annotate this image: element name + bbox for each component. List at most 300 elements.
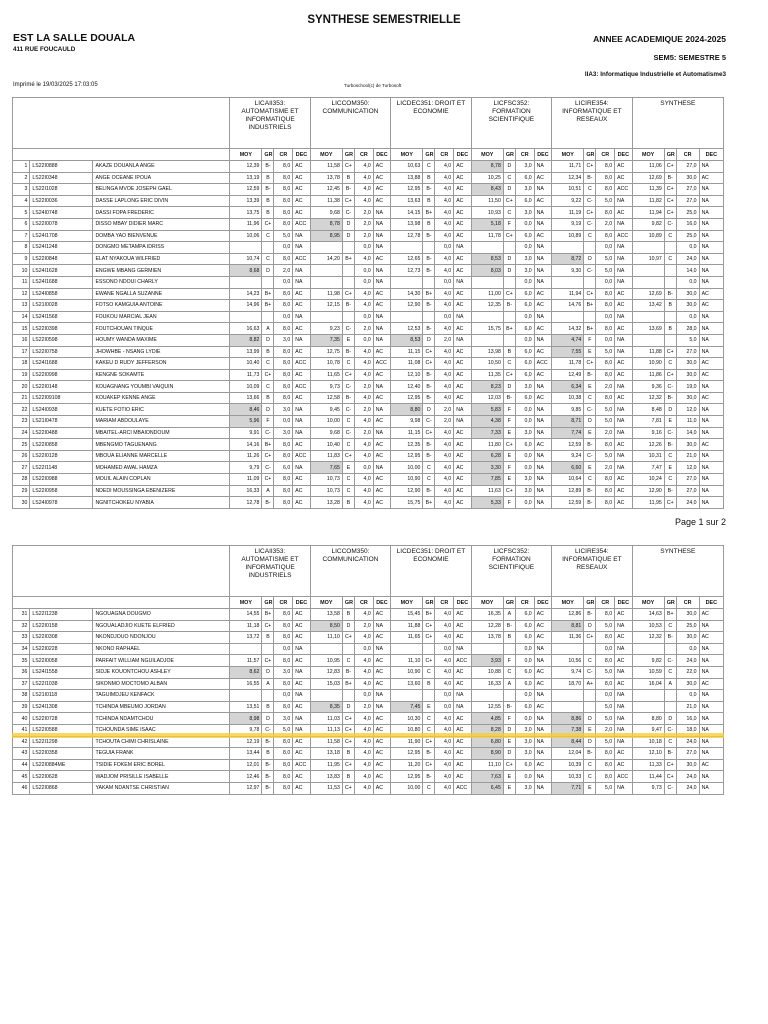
cell-gr: D (342, 620, 354, 632)
cell-dec: NA (373, 323, 390, 335)
cell-dec: NA (373, 334, 390, 346)
cell-moy: 10,90 (391, 474, 423, 486)
cell-dec: NA (534, 736, 551, 748)
cell-moy: 12,45 (310, 184, 342, 196)
subheader-moy: MOY (632, 597, 664, 609)
cell-gr: F (503, 497, 515, 509)
cell-gr: C (584, 184, 596, 196)
cell-gr: C- (584, 265, 596, 277)
student-name: TCHOUTA CHIMI CHRISLAINE (93, 736, 230, 748)
cell-cr: 8,0 (596, 759, 615, 771)
cell-cr: 8,0 (596, 392, 615, 404)
cell-gr: B+ (342, 678, 354, 690)
school-name: EST LA SALLE DOUALA (13, 32, 136, 44)
cell-moy: 4,74 (552, 334, 584, 346)
cell-moy (310, 311, 342, 323)
cell-moy (230, 643, 262, 655)
cell-moy (471, 643, 503, 655)
cell-moy: 8,50 (310, 620, 342, 632)
cell-cr: 0,0 (515, 404, 534, 416)
cell-dec: AC (373, 474, 390, 486)
cell-gr: C (423, 724, 435, 736)
subheader-gr: GR (342, 597, 354, 609)
row-number: 12 (13, 288, 30, 300)
cell-cr: 6,0 (515, 346, 534, 358)
cell-dec: AC (293, 346, 310, 358)
cell-gr: B (342, 497, 354, 509)
cell-cr: 4,0 (435, 713, 454, 725)
cell-gr: C+ (664, 771, 676, 783)
cell-dec: AC (373, 161, 390, 173)
cell-cr: 4,0 (354, 369, 373, 381)
grades-table-page-2 (12, 545, 724, 795)
cell-moy: 11,86 (632, 369, 664, 381)
cell-gr: E (503, 450, 515, 462)
cell-moy (471, 276, 503, 288)
cell-moy (230, 242, 262, 254)
cell-gr: B- (664, 485, 676, 497)
cell-dec: ACC (293, 450, 310, 462)
cell-moy: 6,28 (471, 450, 503, 462)
cell-cr: 28,0 (676, 323, 699, 335)
cell-moy: 4,38 (471, 416, 503, 428)
cell-moy (471, 311, 503, 323)
cell-cr: 19,0 (676, 381, 699, 393)
cell-gr: B- (262, 497, 274, 509)
cell-dec: NA (293, 416, 310, 428)
cell-dec: NA (699, 497, 723, 509)
cell-moy: 7,47 (632, 462, 664, 474)
cell-gr: B- (584, 485, 596, 497)
cell-cr: 5,0 (596, 701, 615, 713)
cell-cr: 8,0 (274, 323, 293, 335)
cell-dec: NA (534, 334, 551, 346)
cell-dec: AC (454, 218, 471, 230)
cell-moy: 12,03 (471, 392, 503, 404)
cell-dec: NA (293, 713, 310, 725)
cell-cr: 4,0 (435, 288, 454, 300)
cell-moy: 12,04 (552, 748, 584, 760)
matricule: LS21I0028 (30, 300, 93, 312)
cell-dec: AC (615, 392, 632, 404)
cell-dec: AC (373, 666, 390, 678)
cell-dec: NA (615, 381, 632, 393)
cell-cr: 24,0 (676, 782, 699, 794)
cell-moy: 13,98 (391, 218, 423, 230)
cell-cr: 4,0 (354, 736, 373, 748)
course-header: SYNTHESE (632, 98, 723, 149)
cell-dec: AC (534, 666, 551, 678)
cell-gr (664, 242, 676, 254)
cell-gr: F (503, 218, 515, 230)
cell-moy (471, 690, 503, 702)
cell-dec: AC (293, 632, 310, 644)
row-number: 36 (13, 666, 30, 678)
cell-moy: 9,79 (230, 462, 262, 474)
cell-moy: 16,33 (471, 678, 503, 690)
cell-cr: 5,0 (596, 736, 615, 748)
cell-moy: 13,88 (391, 172, 423, 184)
cell-gr (584, 701, 596, 713)
cell-dec: AC (293, 172, 310, 184)
cell-dec: NA (534, 242, 551, 254)
cell-moy: 9,22 (552, 195, 584, 207)
cell-cr: 24,0 (676, 497, 699, 509)
matricule: LS24I1688 (30, 358, 93, 370)
cell-dec: NA (293, 242, 310, 254)
cell-dec: AC (454, 666, 471, 678)
row-number: 3 (13, 184, 30, 196)
cell-dec: NA (615, 690, 632, 702)
cell-moy: 9,19 (552, 218, 584, 230)
cell-moy: 8,43 (471, 184, 503, 196)
cell-dec: NA (699, 620, 723, 632)
cell-dec: NA (699, 713, 723, 725)
cell-dec: AC (454, 265, 471, 277)
cell-moy: 11,57 (230, 655, 262, 667)
cell-moy: 10,74 (230, 253, 262, 265)
cell-gr: C (423, 462, 435, 474)
cell-moy: 13,78 (471, 632, 503, 644)
cell-cr: 8,0 (274, 485, 293, 497)
table-row (13, 655, 724, 667)
row-number: 32 (13, 620, 30, 632)
subheader-cr: CR (515, 149, 534, 161)
cell-gr: C+ (664, 161, 676, 173)
subheader-cr: CR (274, 597, 293, 609)
cell-gr: D (423, 404, 435, 416)
cell-gr: B- (423, 230, 435, 242)
cell-gr: C (423, 666, 435, 678)
cell-cr: 4,0 (435, 782, 454, 794)
cell-cr: 5,0 (596, 450, 615, 462)
cell-moy: 10,64 (552, 474, 584, 486)
cell-cr: 2,0 (435, 334, 454, 346)
cell-cr: 25,0 (676, 207, 699, 219)
matricule: LS24I1248 (30, 242, 93, 254)
matricule: LS22I0858 (30, 439, 93, 451)
cell-cr: 3,0 (274, 404, 293, 416)
cell-cr: 30,0 (676, 759, 699, 771)
cell-moy: 12,39 (230, 161, 262, 173)
cell-dec: ACC (293, 358, 310, 370)
cell-dec: AC (615, 439, 632, 451)
cell-moy: 12,46 (230, 771, 262, 783)
subheader-dec: DEC (699, 149, 723, 161)
cell-moy: 7,35 (310, 334, 342, 346)
cell-moy: 10,30 (391, 713, 423, 725)
matricule: LS21I0478 (30, 416, 93, 428)
cell-moy: 15,75 (391, 497, 423, 509)
cell-dec: NA (534, 265, 551, 277)
cell-moy: 7,81 (632, 416, 664, 428)
cell-dec: ACC (293, 218, 310, 230)
student-name: DASSE LAPLONG ERIC DIVIN (93, 195, 230, 207)
cell-gr: C (664, 620, 676, 632)
cell-cr: 0,0 (515, 218, 534, 230)
cell-gr: D (584, 416, 596, 428)
cell-gr: B- (664, 439, 676, 451)
cell-gr: B- (584, 369, 596, 381)
cell-gr: C+ (262, 474, 274, 486)
cell-gr: E (584, 462, 596, 474)
cell-moy: 12,95 (391, 771, 423, 783)
cell-moy: 11,73 (230, 369, 262, 381)
cell-moy (632, 276, 664, 288)
cell-cr: 30,0 (676, 392, 699, 404)
cell-gr: B- (584, 172, 596, 184)
student-name: HOUMY WANDA MAXIME (93, 334, 230, 346)
cell-moy: 5,18 (471, 218, 503, 230)
cell-dec: ACC (615, 184, 632, 196)
cell-cr: 8,0 (274, 736, 293, 748)
cell-gr: C (664, 474, 676, 486)
cell-cr: 5,0 (676, 334, 699, 346)
cell-moy: 10,00 (391, 462, 423, 474)
subheader-dec: DEC (615, 149, 632, 161)
cell-cr: 25,0 (676, 230, 699, 242)
cell-dec: NA (293, 276, 310, 288)
cell-cr: 4,0 (354, 288, 373, 300)
matricule: LS22I1298 (30, 736, 93, 748)
cell-cr: 0,0 (596, 690, 615, 702)
cell-gr: E (423, 701, 435, 713)
row-number: 26 (13, 450, 30, 462)
cell-moy: 13,51 (230, 701, 262, 713)
cell-gr: C+ (342, 724, 354, 736)
table-row (13, 620, 724, 632)
cell-gr: E (503, 782, 515, 794)
cell-moy: 13,75 (230, 207, 262, 219)
cell-dec: NA (615, 311, 632, 323)
cell-dec: AC (534, 759, 551, 771)
cell-gr: C (503, 172, 515, 184)
cell-moy: 11,35 (471, 369, 503, 381)
cell-gr: C (664, 666, 676, 678)
cell-cr: 0,0 (354, 690, 373, 702)
cell-dec: NA (534, 655, 551, 667)
cell-cr: 4,0 (435, 655, 454, 667)
cell-cr: 8,0 (596, 485, 615, 497)
cell-dec: AC (454, 609, 471, 621)
cell-moy: 13,63 (391, 195, 423, 207)
cell-cr: 5,0 (596, 265, 615, 277)
row-number: 20 (13, 381, 30, 393)
student-name: ELAT NYAKOUA WILFRIED (93, 253, 230, 265)
cell-moy: 11,03 (310, 713, 342, 725)
cell-cr: 3,0 (274, 666, 293, 678)
cell-dec: AC (615, 288, 632, 300)
cell-gr: F (503, 713, 515, 725)
cell-moy: 14,32 (552, 323, 584, 335)
cell-cr: 4,0 (435, 323, 454, 335)
table-row (13, 172, 724, 184)
subheader-gr: GR (262, 149, 274, 161)
cell-cr: 0,0 (515, 416, 534, 428)
cell-cr: 6,0 (515, 392, 534, 404)
cell-gr (584, 242, 596, 254)
cell-gr: C (584, 392, 596, 404)
matricule: LS22I09108 (30, 392, 93, 404)
cell-dec: ACC (454, 655, 471, 667)
cell-gr: C+ (664, 207, 676, 219)
row-number: 8 (13, 242, 30, 254)
cell-gr: B+ (584, 300, 596, 312)
cell-cr: 0,0 (354, 311, 373, 323)
cell-dec: AC (454, 736, 471, 748)
cell-moy: 13,99 (230, 346, 262, 358)
cell-moy: 12,53 (391, 323, 423, 335)
cell-moy: 8,78 (310, 218, 342, 230)
cell-cr: 8,0 (274, 300, 293, 312)
cell-cr: 8,0 (274, 678, 293, 690)
cell-dec: NA (615, 253, 632, 265)
student-name: WADJOM PRISILLE ISABELLE (93, 771, 230, 783)
cell-moy: 15,03 (310, 678, 342, 690)
cell-moy: 8,81 (552, 620, 584, 632)
cell-dec: AC (454, 358, 471, 370)
cell-gr (664, 701, 676, 713)
cell-cr: 6,0 (515, 300, 534, 312)
cell-moy: 10,78 (310, 358, 342, 370)
cell-cr: 4,0 (435, 427, 454, 439)
cell-moy: 8,86 (552, 713, 584, 725)
cell-dec: NA (534, 427, 551, 439)
cell-gr: B- (262, 184, 274, 196)
row-number: 11 (13, 276, 30, 288)
cell-moy: 6,34 (552, 381, 584, 393)
cell-gr (664, 334, 676, 346)
cell-gr (503, 690, 515, 702)
cell-gr: D (262, 404, 274, 416)
cell-dec: AC (454, 748, 471, 760)
cell-gr: C- (342, 207, 354, 219)
print-timestamp: Imprimé le 19/03/2025 17:03:05 (13, 82, 98, 88)
cell-moy: 14,63 (632, 609, 664, 621)
cell-gr: B- (584, 748, 596, 760)
cell-gr: B (342, 771, 354, 783)
cell-dec: AC (699, 392, 723, 404)
matricule: LS22I0488 (30, 427, 93, 439)
cell-moy: 10,00 (391, 782, 423, 794)
cell-gr: F (503, 404, 515, 416)
cell-cr: 8,0 (274, 207, 293, 219)
cell-moy: 10,51 (552, 184, 584, 196)
cell-gr: C (503, 358, 515, 370)
matricule: LS24I1688 (30, 276, 93, 288)
cell-dec: AC (454, 346, 471, 358)
cell-moy: 10,63 (391, 161, 423, 173)
cell-dec: ACC (293, 381, 310, 393)
cell-cr: 3,0 (515, 253, 534, 265)
table-row (13, 701, 724, 713)
cell-moy: 7,55 (552, 346, 584, 358)
cell-gr: B- (584, 439, 596, 451)
cell-cr: 4,0 (435, 724, 454, 736)
cell-cr: 8,0 (274, 392, 293, 404)
cell-moy: 11,58 (310, 736, 342, 748)
table-row (13, 253, 724, 265)
row-number: 18 (13, 358, 30, 370)
cell-gr (342, 643, 354, 655)
cell-moy: 10,25 (471, 172, 503, 184)
cell-gr: F (262, 416, 274, 428)
cell-gr: F (584, 334, 596, 346)
cell-cr: 30,0 (676, 678, 699, 690)
cell-cr: 8,0 (274, 288, 293, 300)
cell-cr: 8,0 (596, 300, 615, 312)
cell-dec: AC (293, 161, 310, 173)
cell-moy (471, 242, 503, 254)
matricule: LS22I0758 (30, 346, 93, 358)
cell-moy (632, 265, 664, 277)
cell-gr: B (262, 346, 274, 358)
cell-moy: 10,59 (632, 666, 664, 678)
cell-gr (262, 643, 274, 655)
matricule: LS22I1038 (30, 678, 93, 690)
student-name: KUETE FOTIO ERIC (93, 404, 230, 416)
table-row (13, 218, 724, 230)
subheader-dec: DEC (373, 597, 390, 609)
cell-dec: AC (699, 678, 723, 690)
cell-dec: AC (293, 392, 310, 404)
cell-dec: NA (373, 427, 390, 439)
cell-gr: D (342, 218, 354, 230)
cell-gr: C- (342, 427, 354, 439)
cell-dec: NA (534, 381, 551, 393)
cell-moy: 10,89 (552, 230, 584, 242)
cell-moy: 8,28 (471, 724, 503, 736)
cell-gr: C (584, 230, 596, 242)
cell-cr: 12,0 (676, 404, 699, 416)
cell-dec: AC (293, 439, 310, 451)
cell-cr: 6,0 (515, 195, 534, 207)
table-row (13, 184, 724, 196)
cell-moy: 11,19 (552, 207, 584, 219)
cell-moy: 9,73 (310, 381, 342, 393)
cell-gr: C (342, 358, 354, 370)
matricule: LS22I1238 (30, 609, 93, 621)
course-header: LICAII353: AUTOMATISME ET INFORMATIQUE INDUSTRIELS (230, 98, 310, 149)
subheader-gr: GR (664, 597, 676, 609)
row-number: 19 (13, 369, 30, 381)
student-name: MARIAM ABDOULAYE (93, 416, 230, 428)
subheader-gr: GR (423, 597, 435, 609)
cell-cr: 0,0 (515, 450, 534, 462)
cell-dec: AC (534, 369, 551, 381)
cell-cr: 8,0 (274, 655, 293, 667)
cell-gr: C+ (664, 497, 676, 509)
cell-gr: C+ (342, 632, 354, 644)
cell-gr: B (503, 632, 515, 644)
student-name: YAKAM NDANTSE CHRISTIAN (93, 782, 230, 794)
cell-cr: 4,0 (354, 358, 373, 370)
table-row (13, 782, 724, 794)
cell-moy: 8,23 (471, 381, 503, 393)
cell-gr: A (262, 485, 274, 497)
subheader-cr: CR (596, 597, 615, 609)
cell-cr: 3,0 (515, 427, 534, 439)
student-name: KENGNE SOKAMTE (93, 369, 230, 381)
cell-gr: B- (503, 701, 515, 713)
cell-gr: C (262, 253, 274, 265)
matricule: LS22I0888 (30, 161, 93, 173)
cell-gr: C+ (664, 195, 676, 207)
cell-dec: NA (534, 771, 551, 783)
cell-cr: 4,0 (435, 474, 454, 486)
cell-moy: 12,58 (310, 392, 342, 404)
cell-moy (230, 276, 262, 288)
